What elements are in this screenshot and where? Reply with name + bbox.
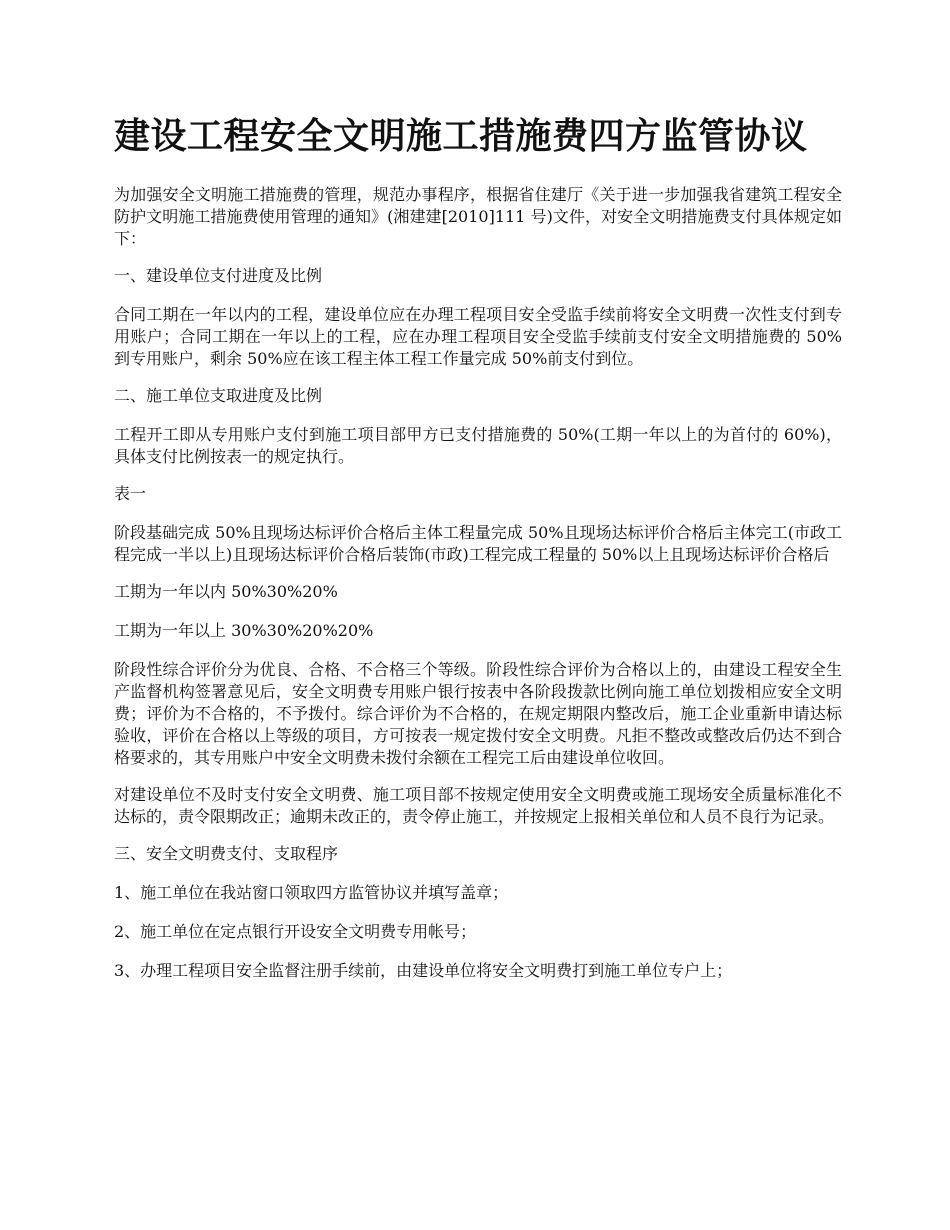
section-heading-2: 二、施工单位支取进度及比例 (114, 386, 323, 405)
document-page (114, 112, 842, 999)
paragraph-4: 对建设单位不及时支付安全文明费、施工项目部不按规定使用安全文明费或施工现场安全质量标准化不达标的，责令限期改正；逾期未改正的，责令停止施工，并按规定上报相关单位和人员不良行为记录。 (114, 785, 842, 826)
table-row-1: 工期为一年以内 50%30%20% (114, 582, 338, 601)
step-2: 2、施工单位在定点银行开设安全文明费专用帐号； (114, 922, 477, 941)
step-3: 3、办理工程项目安全监督注册手续前，由建设单位将安全文明费打到施工单位专户上； (114, 961, 733, 980)
table-label: 表一 (114, 484, 147, 503)
step-1: 1、施工单位在我站窗口领取四方监管协议并填写盖章； (114, 883, 509, 902)
table-header-row: 阶段基础完成 50%且现场达标评价合格后主体工程量完成 50%且现场达标评价合格后主体完工(市政工程完成一半以上)且现场达标评价合格后装饰(市政)工程完成工程量的 50%以上且现场达标评价合格后 (114, 523, 842, 564)
paragraph-1: 合同工期在一年以内的工程，建设单位应在办理工程项目安全受监手续前将安全文明费一次性支付到专用账户；合同工期在一年以上的工程，应在办理工程项目安全受监手续前支付安全文明措施费的 50%到专用账户，剩余 50%应在该工程主体工程工作量完成 50%前支付到位。 (114, 305, 842, 368)
section-heading-3: 三、安全文明费支付、支取程序 (114, 844, 339, 863)
table-row-2: 工期为一年以上 30%30%20%20% (114, 621, 374, 640)
paragraph-2: 工程开工即从专用账户支付到施工项目部甲方已支付措施费的 50%(工期一年以上的为首付的 60%)，具体支付比例按表一的规定执行。 (114, 425, 842, 466)
document-title: 建设工程安全文明施工措施费四方监管协议 (114, 116, 808, 157)
section-heading-1: 一、建设单位支付进度及比例 (114, 266, 323, 285)
intro-paragraph: 为加强安全文明施工措施费的管理，规范办事程序，根据省住建厅《关于进一步加强我省建筑工程安全防护文明施工措施费使用管理的通知》(湘建建[2010]111 号)文件，对安全文明措施费支付具体规定如下： (114, 185, 842, 248)
paragraph-3: 阶段性综合评价分为优良、合格、不合格三个等级。阶段性综合评价为合格以上的，由建设工程安全生产监督机构签署意见后，安全文明费专用账户银行按表中各阶段拨款比例向施工单位划拨相应安全文明费；评价为不合格的，不予拨付。综合评价为不合格的，在规定期限内整改后，施工企业重新申请达标验收，评价在合格以上等级的项目，方可按表一规定拨付安全文明费。凡拒不整改或整改后仍达不到合格要求的，其专用账户中安全文明费未拨付余额在工程完工后由建设单位收回。 (114, 660, 842, 767)
